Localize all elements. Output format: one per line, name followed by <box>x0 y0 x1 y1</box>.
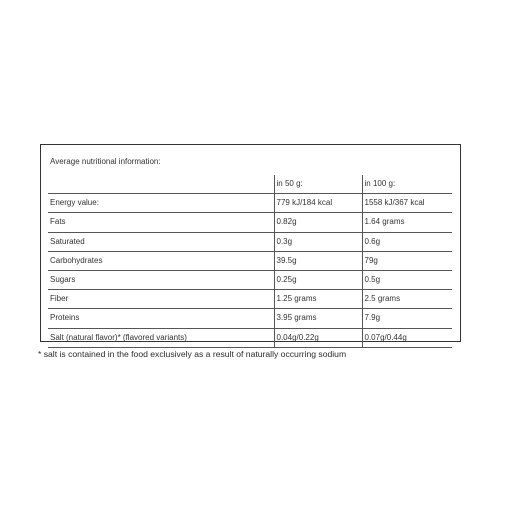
row-label: Sugars <box>48 270 274 289</box>
column-header-50g: in 50 g: <box>274 175 362 194</box>
row-label: Salt (natural flavor)* (flavored variants) <box>48 328 274 347</box>
row-value-100g: 7.9g <box>362 309 452 328</box>
table-row-proteins <box>48 309 452 328</box>
row-value-50g: 0.3g <box>274 232 362 251</box>
table-row-fiber <box>48 290 452 309</box>
row-value-50g: 39.5g <box>274 251 362 270</box>
table-row-salt <box>48 328 452 347</box>
row-label: Energy value: <box>48 194 274 213</box>
row-value-50g: 3.95 grams <box>274 309 362 328</box>
row-value-100g: 0.6g <box>362 232 452 251</box>
table-row-sugars <box>48 270 452 289</box>
table-row-saturated <box>48 232 452 251</box>
table-heading: Average nutritional information: <box>50 157 161 166</box>
nutrition-table <box>48 175 452 348</box>
row-label: Fiber <box>48 290 274 309</box>
row-value-100g: 1.64 grams <box>362 213 452 232</box>
column-header-nutrient <box>48 175 274 194</box>
row-value-100g: 0.5g <box>362 270 452 289</box>
row-value-50g: 0.04g/0.22g <box>274 328 362 347</box>
table-row-fats <box>48 213 452 232</box>
column-header-row <box>48 175 452 194</box>
table-row-carbohydrates <box>48 251 452 270</box>
row-label: Saturated <box>48 232 274 251</box>
row-value-50g: 0.82g <box>274 213 362 232</box>
row-value-100g: 1558 kJ/367 kcal <box>362 194 452 213</box>
salt-footnote: * salt is contained in the food exclusively as a result of naturally occurring sodium <box>38 349 347 359</box>
table-row-energy <box>48 194 452 213</box>
row-value-50g: 779 kJ/184 kcal <box>274 194 362 213</box>
column-header-100g: in 100 g: <box>362 175 452 194</box>
row-value-100g: 2.5 grams <box>362 290 452 309</box>
row-value-100g: 79g <box>362 251 452 270</box>
nutrition-panel <box>40 144 461 342</box>
row-label: Carbohydrates <box>48 251 274 270</box>
row-value-50g: 0.25g <box>274 270 362 289</box>
row-label: Fats <box>48 213 274 232</box>
row-value-100g: 0.07g/0.44g <box>362 328 452 347</box>
row-label: Proteins <box>48 309 274 328</box>
row-value-50g: 1.25 grams <box>274 290 362 309</box>
